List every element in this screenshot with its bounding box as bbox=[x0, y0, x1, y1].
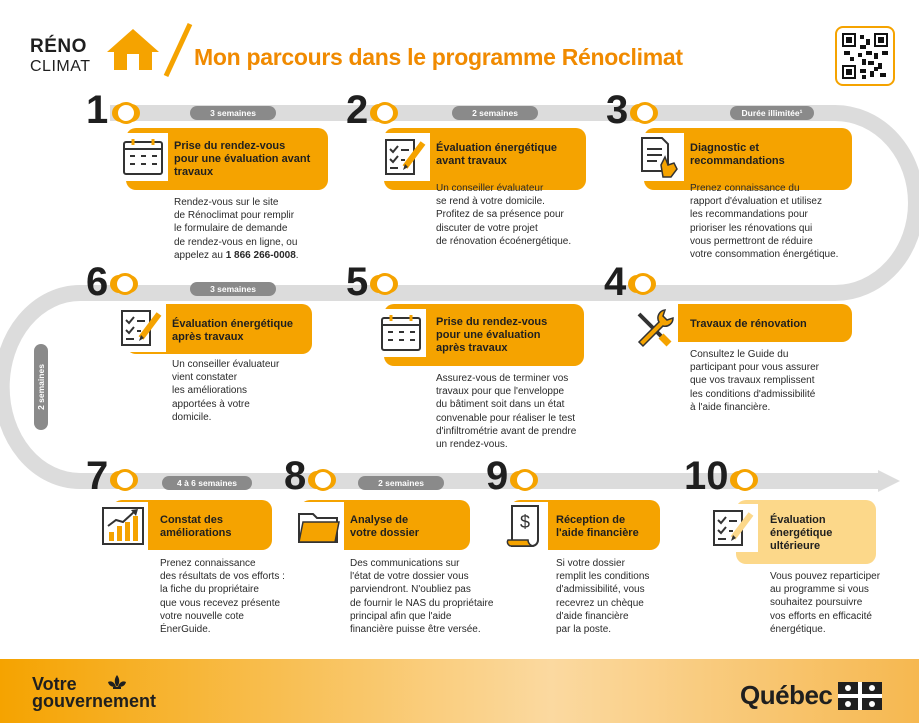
step-number-6: 6 bbox=[86, 260, 109, 304]
step-desc-6: Un conseiller évaluateur vient constater les améliorations apportées à votre domicile. bbox=[172, 359, 280, 423]
step-knob-2 bbox=[374, 102, 396, 124]
quebec-logo bbox=[740, 680, 882, 711]
step-desc-1 bbox=[174, 196, 299, 262]
step-icon-box-2 bbox=[380, 133, 430, 181]
step-number-4: 4 bbox=[604, 260, 627, 304]
footer-left-line2: gouvernement bbox=[32, 691, 157, 711]
step-desc-3: Prenez connaissance du rapport d'évaluation et utilisez les recommandations pour prioriser les rénovations qui vous permettront de réduire votre consommation énergétique. bbox=[690, 183, 839, 261]
step-title-5: Prise du rendez-vous pour une évaluation après travaux bbox=[436, 316, 548, 354]
duration-7-8: 4 à 6 semaines bbox=[162, 476, 252, 490]
step-number-3: 3 bbox=[606, 88, 629, 132]
logo-text-line1: RÉNO bbox=[30, 36, 87, 57]
duration-2-3: 2 semaines bbox=[452, 106, 538, 120]
step-title-10: Évaluation énergétique ultérieure bbox=[770, 514, 833, 552]
checklist-pencil-icon bbox=[383, 137, 427, 177]
step-knob-1 bbox=[115, 102, 137, 124]
step-number-10: 10 bbox=[684, 454, 729, 498]
step-knob-6 bbox=[114, 273, 136, 295]
calendar-icon bbox=[121, 137, 165, 177]
step-icon-box-4 bbox=[628, 304, 678, 352]
page-title: Mon parcours dans le programme Rénoclimat bbox=[194, 44, 683, 70]
footer-right-text: Québec bbox=[740, 680, 833, 710]
duration-6-5: 3 semaines bbox=[190, 282, 276, 296]
svg-text:$: $ bbox=[519, 512, 531, 532]
qr-code-icon bbox=[842, 33, 888, 79]
step-number-8: 8 bbox=[284, 454, 307, 498]
calendar-icon bbox=[379, 313, 423, 353]
step-icon-box-9 bbox=[500, 502, 548, 550]
step-title-2: Évaluation énergétique avant travaux bbox=[436, 142, 558, 167]
step-knob-10 bbox=[734, 469, 756, 491]
step-icon-box-10 bbox=[708, 504, 758, 552]
step-number-2: 2 bbox=[346, 88, 369, 132]
step-desc-10: Vous pouvez reparticiper au programme si vous souhaitez poursuivre vos efforts en efficacité énergétique. bbox=[770, 571, 881, 635]
logo-text-line2: CLIMAT bbox=[30, 58, 91, 75]
step-knob-9 bbox=[514, 469, 536, 491]
step-icon-box-1 bbox=[118, 133, 168, 181]
step-icon-box-8 bbox=[294, 502, 344, 550]
fleur-de-lis-icon bbox=[106, 674, 128, 694]
step-number-9: 9 bbox=[486, 454, 509, 498]
step-number-5: 5 bbox=[346, 260, 369, 304]
votre-gouvernement-logo bbox=[32, 676, 156, 710]
step-number-7: 7 bbox=[86, 454, 109, 498]
step-title-8: Analyse de votre dossier bbox=[350, 514, 420, 539]
step-title-3: Diagnostic et recommandations bbox=[690, 142, 785, 167]
step-knob-7 bbox=[114, 469, 136, 491]
renoclimat-logo bbox=[30, 34, 160, 80]
step-knob-4 bbox=[632, 273, 654, 295]
document-hand-icon bbox=[637, 135, 681, 179]
step-icon-box-6 bbox=[116, 304, 166, 352]
qr-code[interactable] bbox=[835, 26, 895, 86]
duration-6-7: 2 semaines bbox=[34, 344, 48, 430]
step-desc-2: Un conseiller évaluateur se rend à votre domicile. Profitez de sa présence pour discuter de votre projet de rénovation écoénergétique. bbox=[436, 183, 572, 247]
step-desc-7: Prenez connaissance des résultats de vos efforts : la fiche du propriétaire que vous recevez présente votre nouvelle cote ÉnerGuide. bbox=[160, 558, 285, 636]
step-desc-1-text: Rendez-vous sur le site de Rénoclimat pour remplir le formulaire de demande de rendez-vous en ligne, ou appelez au bbox=[174, 197, 298, 261]
step-icon-box-5 bbox=[376, 309, 426, 357]
step-desc-9: Si votre dossier remplit les conditions d'admissibilité, vous recevrez un chèque d'aide financière par la poste. bbox=[556, 558, 650, 636]
tools-icon bbox=[631, 306, 675, 350]
step-desc-1-end: . bbox=[295, 249, 299, 261]
step-desc-4: Consultez le Guide du participant pour vous assurer que vos travaux remplissent les conditions d'admissibilité à l'aide financière. bbox=[690, 349, 819, 413]
step-desc-8: Des communications sur l'état de votre dossier vous parviendront. N'oubliez pas de fournir le NAS du propriétaire principal afin que l'aide financière puisse être versée. bbox=[350, 558, 494, 636]
track-arrow-icon bbox=[878, 470, 900, 492]
quebec-flag-icon bbox=[838, 682, 882, 710]
phone-number[interactable]: 1 866 266-0008 bbox=[225, 249, 296, 261]
step-knob-8 bbox=[312, 469, 334, 491]
step-knob-5 bbox=[374, 273, 396, 295]
footer-left-line1: Votre bbox=[32, 674, 77, 694]
folder-icon bbox=[297, 506, 341, 546]
step-title-7: Constat des améliorations bbox=[160, 514, 232, 539]
step-desc-5: Assurez-vous de terminer vos travaux pour que l'enveloppe du bâtiment soit dans un état convenable pour réaliser le test d'infiltrométrie avant de prendre un rendez-vous. bbox=[436, 373, 577, 451]
step-title-4: Travaux de rénovation bbox=[690, 318, 807, 330]
house-icon bbox=[105, 26, 161, 72]
step-title-6: Évaluation énergétique après travaux bbox=[172, 318, 294, 343]
step-title-9: Réception de l'aide financière bbox=[556, 514, 639, 539]
duration-3-4: Durée illimitée¹ bbox=[730, 106, 814, 120]
step-knob-3 bbox=[634, 102, 656, 124]
duration-1-2: 3 semaines bbox=[190, 106, 276, 120]
duration-8-9: 2 semaines bbox=[358, 476, 444, 490]
cheque-icon bbox=[504, 504, 544, 548]
step-icon-box-3 bbox=[634, 133, 684, 181]
step-title-1: Prise du rendez-vous pour une évaluation avant travaux bbox=[174, 140, 311, 178]
step-number-1: 1 bbox=[86, 88, 109, 132]
step-icon-box-7 bbox=[98, 502, 148, 550]
checklist-pencil-icon bbox=[711, 508, 755, 548]
title-slash bbox=[160, 22, 196, 78]
checklist-pencil-icon bbox=[119, 308, 163, 348]
growth-chart-icon bbox=[101, 506, 145, 546]
